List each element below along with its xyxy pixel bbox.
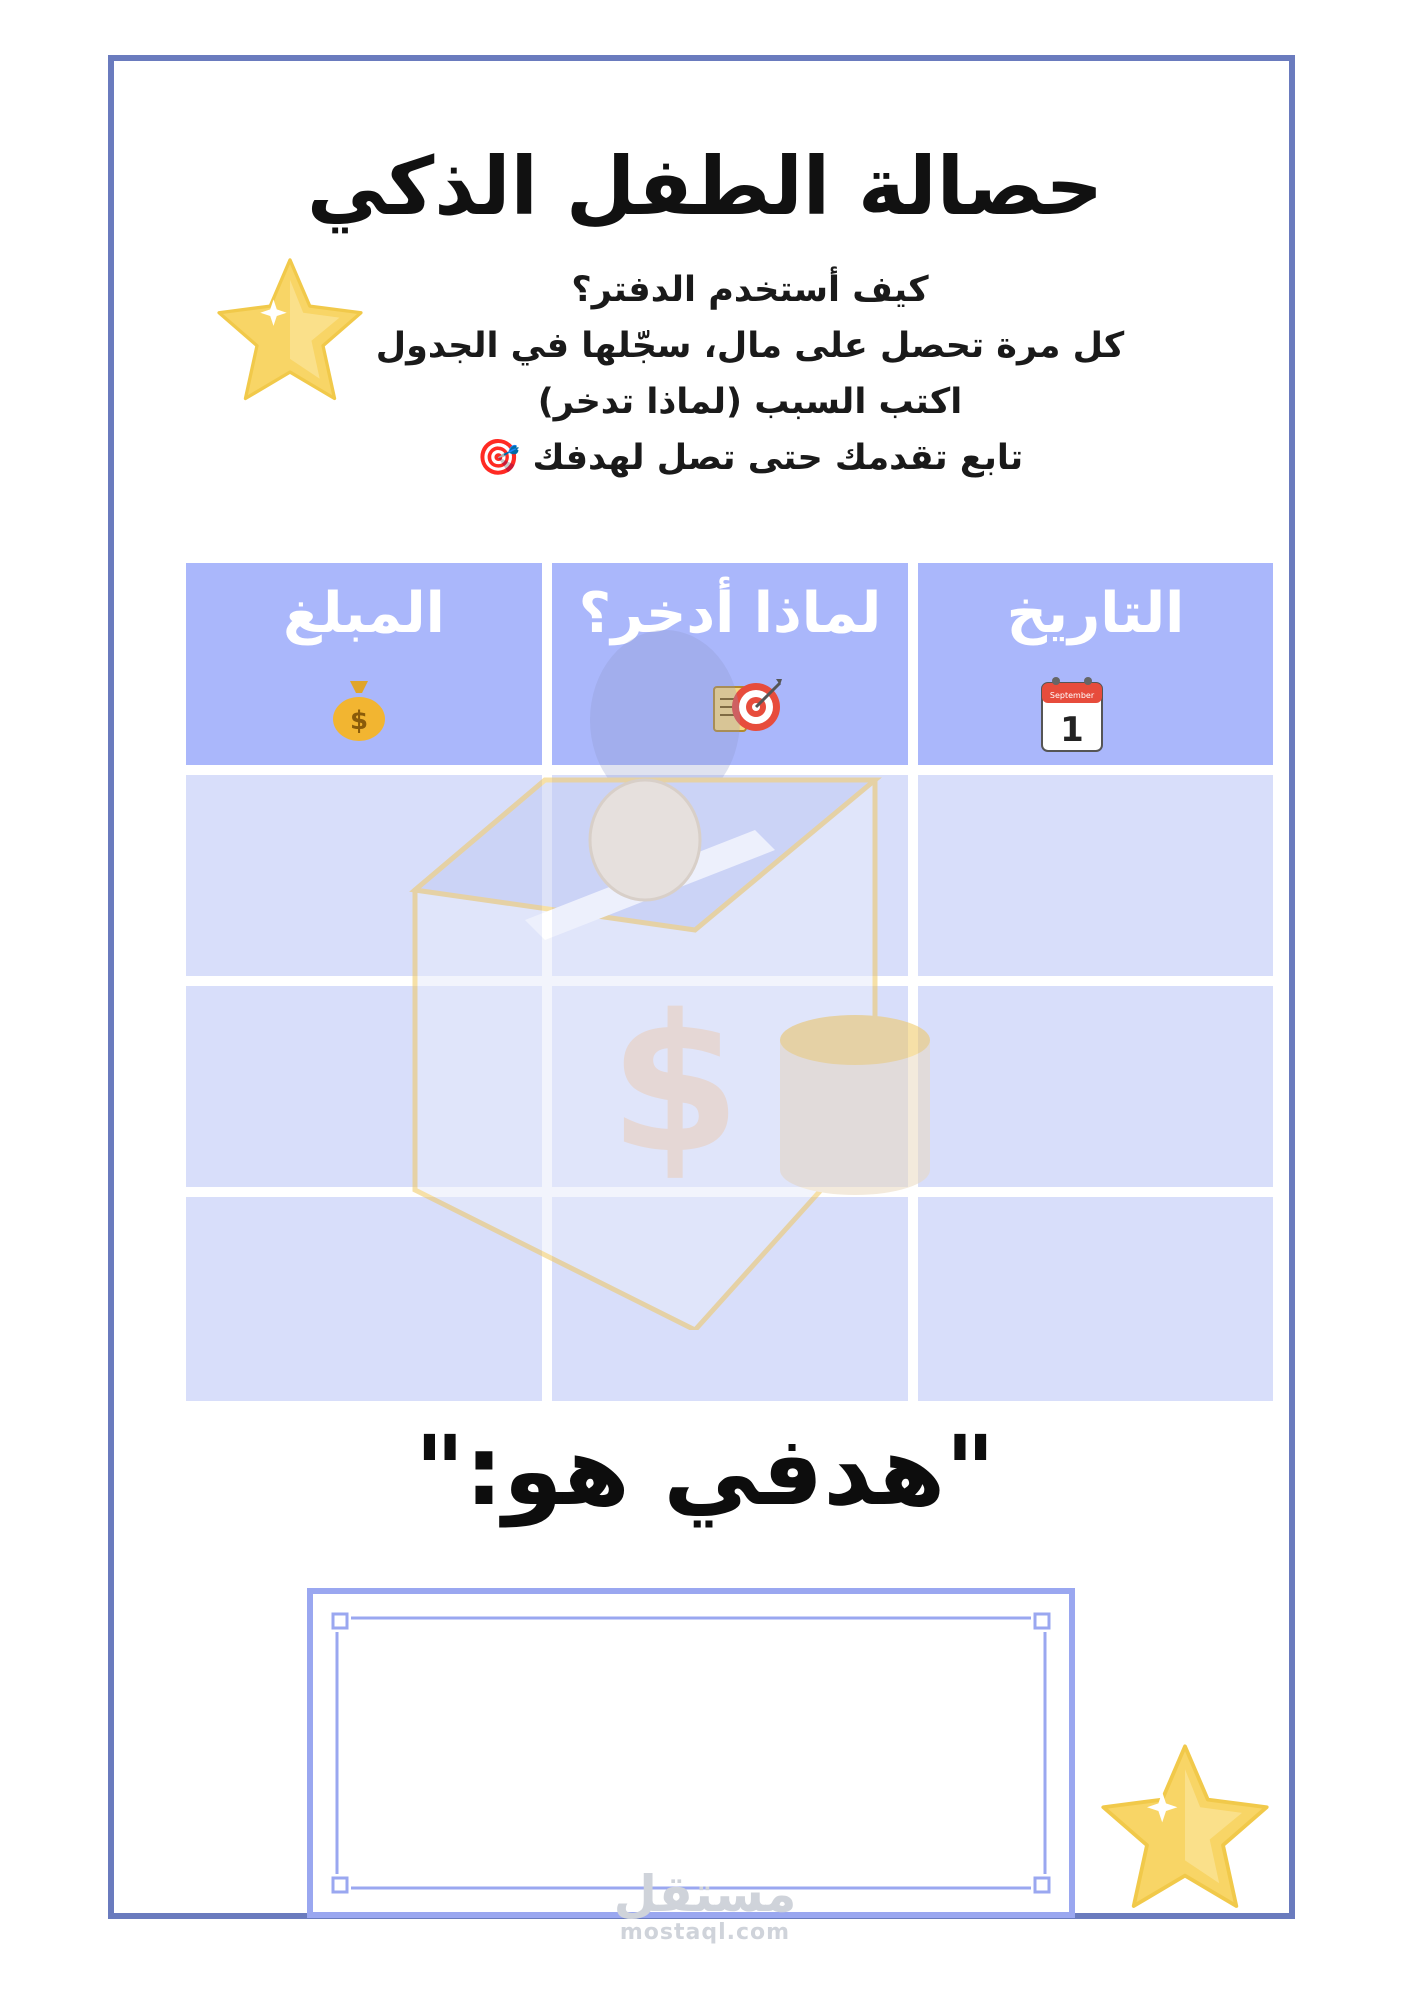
instruction-line: كل مرة تحصل على مال، سجّلها في الجدول bbox=[375, 326, 1125, 366]
table-cell[interactable] bbox=[918, 1197, 1273, 1401]
goal-heading: "هدفي هو:" bbox=[414, 1415, 996, 1527]
table-cell[interactable] bbox=[918, 986, 1273, 1187]
logo-english: mostaql.com bbox=[619, 1920, 791, 1945]
instruction-line: تابع تقدمك حتى تصل لهدفك 🎯 bbox=[476, 438, 1024, 478]
header-label-amount: المبلغ bbox=[283, 581, 445, 646]
calendar-month: September bbox=[1049, 691, 1095, 700]
logo-arabic: مستقل bbox=[613, 1865, 797, 1923]
page-title: حصالة الطفل الذكي bbox=[306, 140, 1104, 233]
calendar-icon bbox=[1038, 671, 1106, 755]
calendar-day: 1 bbox=[1060, 710, 1084, 750]
star-icon bbox=[1090, 1735, 1280, 1925]
instruction-line: كيف أستخدم الدفتر؟ bbox=[571, 270, 929, 310]
savings-box-watermark-icon bbox=[395, 630, 955, 1330]
svg-text:$: $ bbox=[349, 706, 369, 736]
instruction-line: اكتب السبب (لماذا تدخر) bbox=[537, 382, 963, 422]
instructions bbox=[300, 262, 1200, 486]
ornamental-frame bbox=[331, 1612, 1051, 1894]
header-label-reason: لماذا أدخر؟ bbox=[578, 581, 882, 646]
svg-text:$: $ bbox=[608, 974, 742, 1195]
mostaql-logo bbox=[600, 1865, 810, 1945]
header-label-date: التاريخ bbox=[1006, 581, 1185, 646]
table-cell[interactable] bbox=[918, 775, 1273, 976]
header-cell-date bbox=[918, 563, 1273, 765]
money-bag-icon bbox=[328, 675, 390, 743]
